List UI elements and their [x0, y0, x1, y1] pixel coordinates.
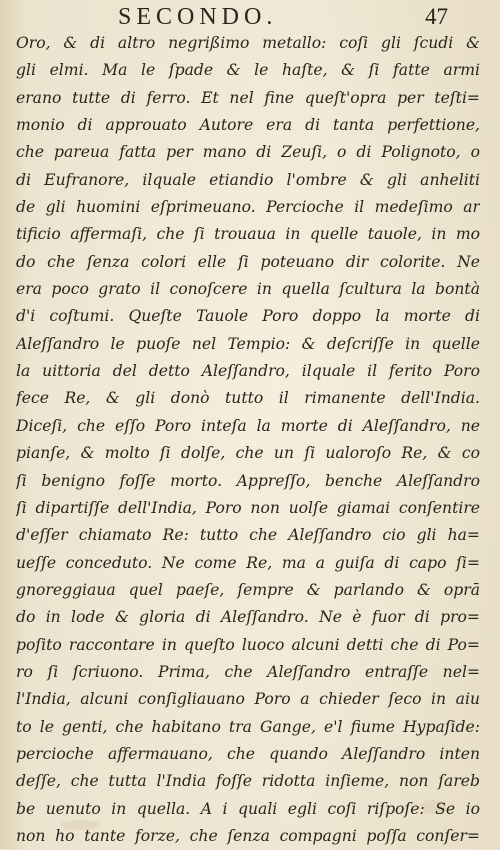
text-line: be uenuto in quella. A i quali egli coſi riſpoſe: Se io: [16, 799, 480, 818]
text-line: ſi benigno foſſe morto. Appreſſo, benche Aleſſandro: [16, 471, 480, 490]
text-line: de gli huomini eſprimeuano. Percioche il medeſimo ar: [16, 198, 480, 217]
text-line: deſſe, che tutta l'India foſſe ridotta inſieme, non ſareb: [16, 772, 480, 791]
page-header: [118, 2, 448, 32]
text-line: non ho tante forze, che ſenza compagni poſſa conſer=: [16, 826, 480, 845]
text-line: erano tutte di ferro. Et nel fine queſt'opra per teſti=: [16, 88, 480, 107]
text-line: gnoreggiaua quel paeſe, ſempre & parlando & oprā: [16, 580, 480, 599]
body-text: [16, 30, 480, 850]
running-head: SECONDO.: [118, 4, 278, 30]
text-line: fece Re, & gli donò tutto il rimanente dell'India.: [16, 389, 480, 408]
text-line: poſito raccontare in queſto luoco alcuni detti che di Po=: [16, 635, 480, 654]
text-line: era poco grato il conoſcere in quella ſcultura la bontà: [16, 280, 480, 299]
text-line: ueſſe conceduto. Ne come Re, ma a guiſa di capo ſi=: [16, 553, 480, 572]
text-line: Oro, & di altro negrißimo metallo: coſi gli ſcudi &: [16, 34, 480, 52]
text-line: che pareua fatta per mano di Zeuſi, o di Polignoto, o: [16, 143, 480, 162]
text-line: l'India, alcuni conſigliauano Poro a chieder ſeco in aiu: [16, 690, 480, 709]
text-line: do che ſenza colori elle ſi poteuano dir colorite. Ne: [16, 252, 480, 271]
text-line: tificio affermaſi, che ſi trouaua in quelle tauole, in mo: [16, 225, 480, 244]
text-line: pianſe, & molto ſi dolſe, che un ſi ualoroſo Re, & co: [16, 444, 480, 463]
text-line: percioche affermauano, che quando Aleſſandro inten: [16, 744, 480, 763]
text-line: monio di approuato Autore era di tanta perfettione,: [16, 116, 480, 135]
text-line: d'eſſer chiamato Re: tutto che Aleſſandro cio gli ha=: [16, 526, 480, 545]
text-line: gli elmi. Ma le ſpade & le haſte, & ſi fatte armi: [16, 61, 480, 80]
text-line: Diceſi, che eſſo Poro inteſa la morte di Aleſſandro, ne: [16, 416, 480, 435]
text-line: Aleſſandro le puoſe nel Tempio: & deſcriſſe in quelle: [16, 334, 480, 353]
text-line: ſi dipartiſſe dell'India, Poro non uolſe giamai conſentire: [16, 498, 480, 517]
text-line: to le genti, che habitano tra Gange, e'l fiume Hypaſide:: [16, 717, 480, 736]
text-line: d'i coſtumi. Queſte Tauole Poro doppo la morte di: [16, 307, 480, 326]
text-line: di Eufranore, ilquale etiandio l'ombre & gli anheliti: [16, 170, 480, 189]
page-number: 47: [425, 4, 448, 29]
text-line: ro ſi ſcriuono. Prima, che Aleſſandro entraſſe nel=: [16, 662, 480, 681]
text-line: la uittoria del detto Aleſſandro, ilquale il ferito Poro: [16, 362, 480, 381]
text-line: do in lode & gloria di Aleſſandro. Ne è fuor di pro=: [16, 608, 480, 627]
